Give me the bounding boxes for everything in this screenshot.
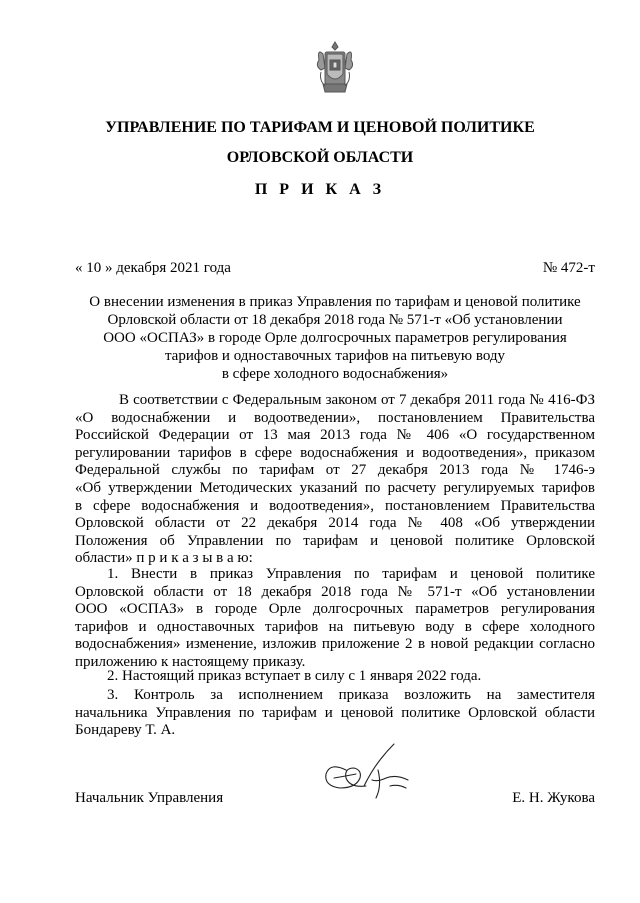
preamble-line: «О водоснабжении и водоотведении», постановлением Правительства: [75, 409, 595, 426]
subject-line: О внесении изменения в приказ Управления по тарифам и ценовой политике: [89, 294, 581, 310]
preamble-line-end: области»: [75, 550, 133, 567]
preamble-line: Федеральной службы по тарифам от 27 декабря 2013 года № 1746-э: [75, 462, 595, 479]
signer-position: Начальник Управления: [75, 790, 224, 806]
item-3-line: Бондареву Т. А.: [75, 722, 176, 739]
preamble-line: «Об утверждении Методических указаний по расчету регулируемых тарифов: [75, 479, 595, 496]
subject-line: ООО «ОСПАЗ» в городе Орле долгосрочных параметров регулирования: [103, 330, 567, 346]
handwritten-signature: [316, 740, 416, 804]
subject-line: тарифов и одноставочных тарифов на питьевую воду: [164, 348, 506, 364]
item-3-line: 3. Контроль за исполнением приказа возложить на заместителя: [107, 687, 595, 703]
preamble-line: Положения об Управлении по тарифам и ценовой политике Орловской: [75, 532, 595, 549]
agency-title-line1: УПРАВЛЕНИЕ ПО ТАРИФАМ И ЦЕНОВОЙ ПОЛИТИКЕ: [105, 119, 535, 136]
coat-of-arms-icon: [313, 38, 357, 98]
item-1-line: водоснабжения» изменение, изложив приложение 2 в новой редакции согласно: [75, 636, 595, 653]
subject-line: в сфере холодного водоснабжения»: [221, 366, 449, 382]
order-word: п р и к а з ы в а ю:: [136, 550, 253, 567]
preamble-line: Орловской области от 22 декабря 2014 года № 408 «Об утверждении: [75, 515, 595, 532]
preamble-line: В соответствии с Федеральным законом от 7 декабря 2011 года № 416-ФЗ: [119, 392, 595, 408]
document-subject: [75, 293, 595, 383]
item-1-line: Орловской области от 18 декабря 2018 года № 571-т «Об установлении: [75, 583, 595, 600]
preamble-line: регулировании тарифов в сфере водоснабжения и водоотведения», приказом: [75, 444, 595, 461]
preamble-line: в сфере водоснабжения и водоотведения», постановлением Правительства: [75, 497, 595, 514]
item-2-line: 2. Настоящий приказ вступает в силу с 1 января 2022 года.: [107, 668, 482, 684]
item-1-line: ООО «ОСПАЗ» в городе Орле долгосрочных параметров регулирования: [75, 601, 595, 618]
document-type-title: П Р И К А З: [254, 181, 386, 198]
item-1-paragraph: [75, 566, 595, 672]
signer-name: Е. Н. Жукова: [512, 790, 595, 806]
item-3-paragraph: [75, 687, 595, 740]
item-1-line: 1. Внести в приказ Управления по тарифам и ценовой политике: [107, 566, 595, 582]
preamble-paragraph: [75, 392, 595, 568]
item-1-line: тарифов и одноставочных тарифов на питьевую воду в сфере холодного: [75, 618, 595, 635]
item-2-paragraph: [75, 668, 595, 686]
item-3-line: начальника Управления по тарифам и ценовой политике Орловской области: [75, 704, 595, 721]
item-1-line: приложению к настоящему приказу.: [75, 653, 306, 670]
preamble-line: Российской Федерации от 13 мая 2013 года № 406 «О государственном: [75, 427, 595, 444]
document-number: № 472-т: [542, 260, 595, 276]
subject-line: Орловской области от 18 декабря 2018 года № 571-т «Об установлении: [107, 312, 563, 328]
document-date: « 10 » декабря 2021 года: [75, 260, 231, 276]
agency-title-line2: ОРЛОВСКОЙ ОБЛАСТИ: [226, 149, 414, 166]
